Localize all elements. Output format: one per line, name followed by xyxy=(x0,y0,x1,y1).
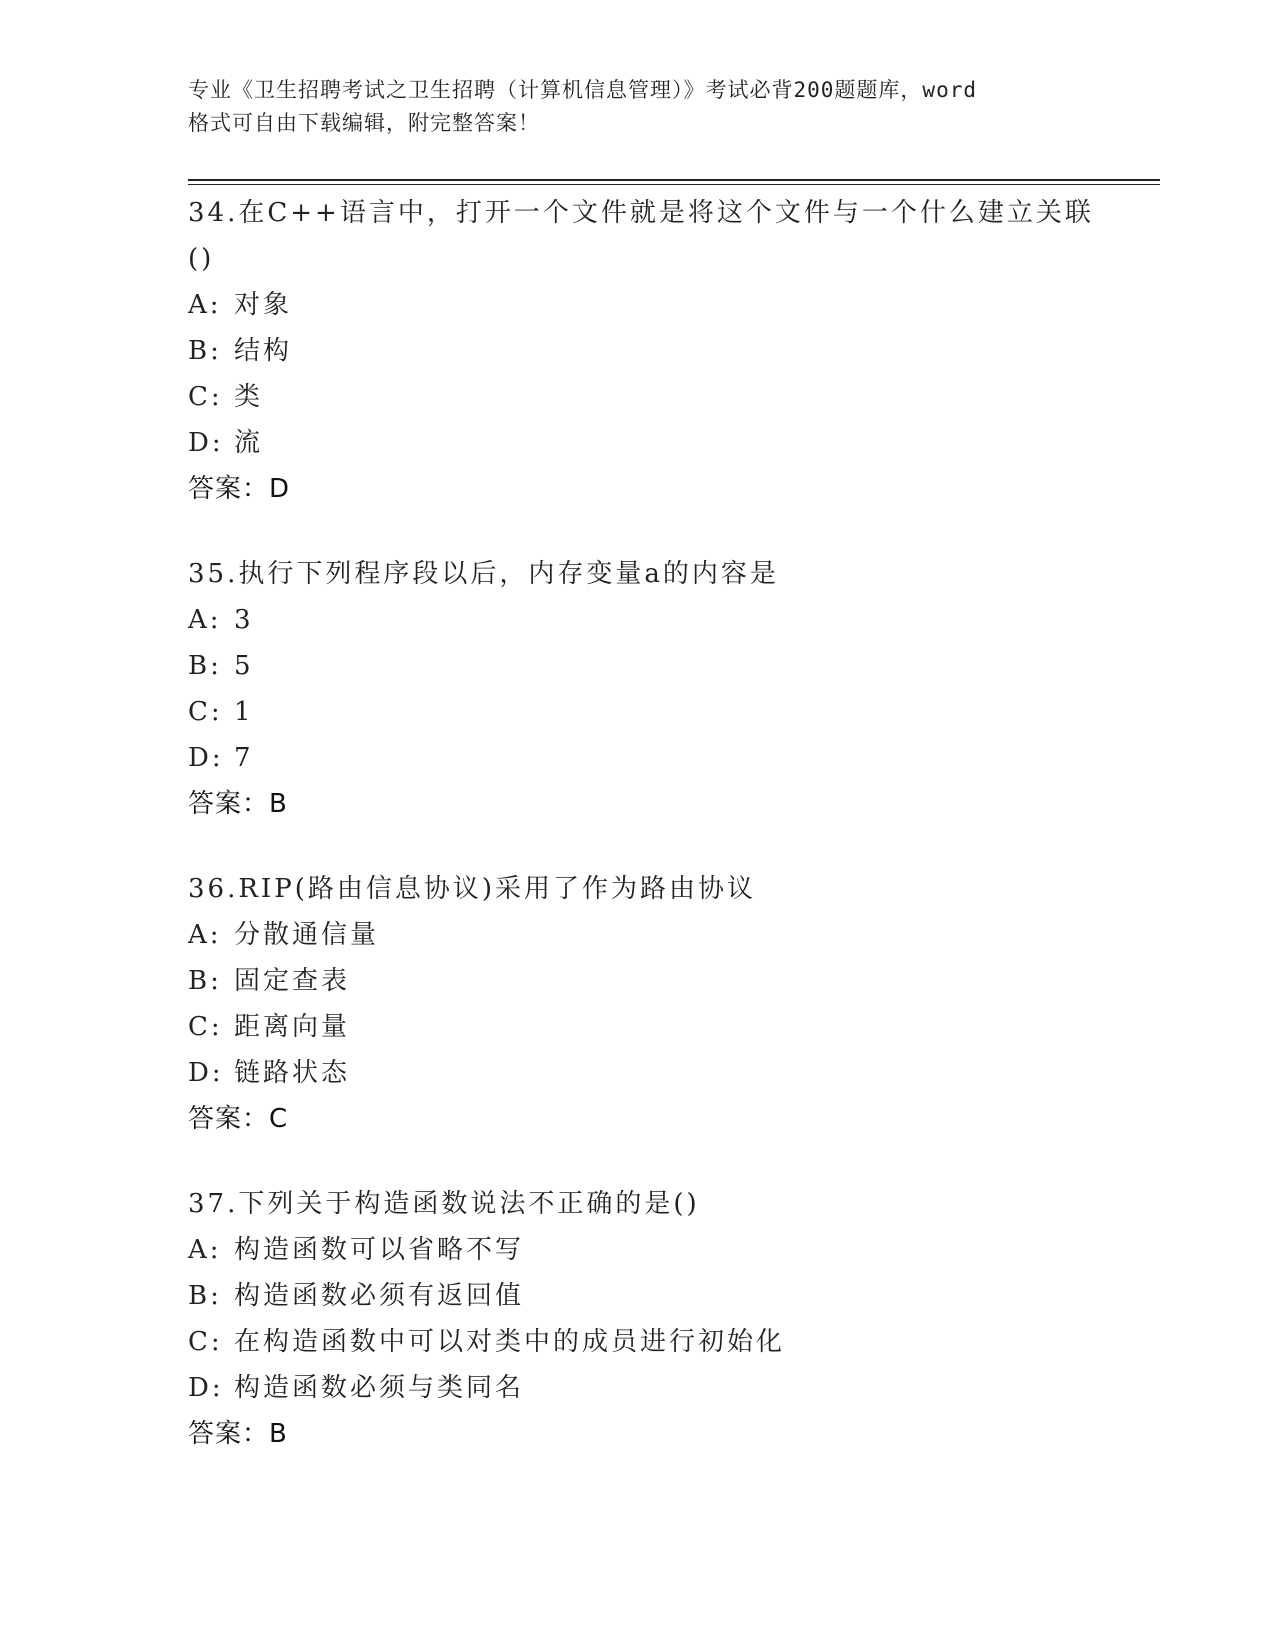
answer-label: 答案：B xyxy=(188,1419,288,1449)
option-text: 结构 xyxy=(234,336,293,366)
question-title: 35.执行下列程序段以后，内存变量a的内容是 xyxy=(188,559,779,589)
option-d xyxy=(188,1050,1138,1096)
option-key: B: xyxy=(188,336,222,366)
option-text: 固定查表 xyxy=(234,966,351,996)
option-text: 3 xyxy=(234,605,254,635)
header-divider-thin xyxy=(188,184,1160,185)
option-text: 1 xyxy=(234,697,254,727)
option-key: B: xyxy=(188,966,222,996)
answer-label: 答案：D xyxy=(188,474,291,504)
header-line-2: 格式可自由下载编辑，附完整答案！ xyxy=(188,111,540,135)
option-c xyxy=(188,1319,1138,1365)
answer-label: 答案：C xyxy=(188,1104,289,1134)
question-title: 37.下列关于构造函数说法不正确的是() xyxy=(188,1189,700,1219)
option-key: D: xyxy=(188,1373,224,1403)
option-key: D: xyxy=(188,743,224,773)
option-key: A: xyxy=(188,920,222,950)
option-key: D: xyxy=(188,428,224,458)
header-divider-thick xyxy=(188,179,1160,181)
option-d xyxy=(188,735,1138,781)
option-text: 构造函数必须有返回值 xyxy=(234,1281,525,1311)
option-b xyxy=(188,958,1138,1004)
option-text: 流 xyxy=(234,428,264,458)
option-a xyxy=(188,282,1138,328)
option-a xyxy=(188,912,1138,958)
question-37 xyxy=(188,1181,1138,1457)
option-text: 5 xyxy=(234,651,254,681)
option-key: D: xyxy=(188,1058,224,1088)
question-34 xyxy=(188,190,1138,512)
option-b xyxy=(188,643,1138,689)
option-c xyxy=(188,689,1138,735)
option-text: 分散通信量 xyxy=(234,920,380,950)
option-key: B: xyxy=(188,651,222,681)
option-key: C: xyxy=(188,1327,223,1357)
option-key: A: xyxy=(188,290,222,320)
question-35 xyxy=(188,551,1138,827)
option-a xyxy=(188,597,1138,643)
question-title: 36.RIP(路由信息协议)采用了作为路由协议 xyxy=(188,874,756,904)
option-d xyxy=(188,1365,1138,1411)
question-36 xyxy=(188,866,1138,1142)
option-text: 链路状态 xyxy=(234,1058,351,1088)
question-list xyxy=(188,190,1138,1496)
option-text: 对象 xyxy=(234,290,293,320)
document-header xyxy=(188,74,1118,140)
header-line-1: 专业《卫生招聘考试之卫生招聘（计算机信息管理）》考试必背200题题库，word xyxy=(188,78,977,102)
option-key: A: xyxy=(188,1235,222,1265)
option-text: 类 xyxy=(234,382,264,412)
option-a xyxy=(188,1227,1138,1273)
option-b xyxy=(188,328,1138,374)
option-text: 在构造函数中可以对类中的成员进行初始化 xyxy=(234,1327,786,1357)
question-title: 34.在C++语言中，打开一个文件就是将这个文件与一个什么建立关联 xyxy=(188,198,1094,228)
option-key: C: xyxy=(188,697,223,727)
option-b xyxy=(188,1273,1138,1319)
option-key: C: xyxy=(188,1012,223,1042)
option-key: C: xyxy=(188,382,223,412)
question-title-continued: () xyxy=(188,244,215,274)
option-text: 构造函数必须与类同名 xyxy=(234,1373,525,1403)
option-text: 构造函数可以省略不写 xyxy=(234,1235,525,1265)
option-text: 距离向量 xyxy=(234,1012,351,1042)
option-text: 7 xyxy=(234,743,254,773)
option-d xyxy=(188,420,1138,466)
option-c xyxy=(188,1004,1138,1050)
option-key: A: xyxy=(188,605,222,635)
option-c xyxy=(188,374,1138,420)
answer-label: 答案：B xyxy=(188,789,288,819)
option-key: B: xyxy=(188,1281,222,1311)
